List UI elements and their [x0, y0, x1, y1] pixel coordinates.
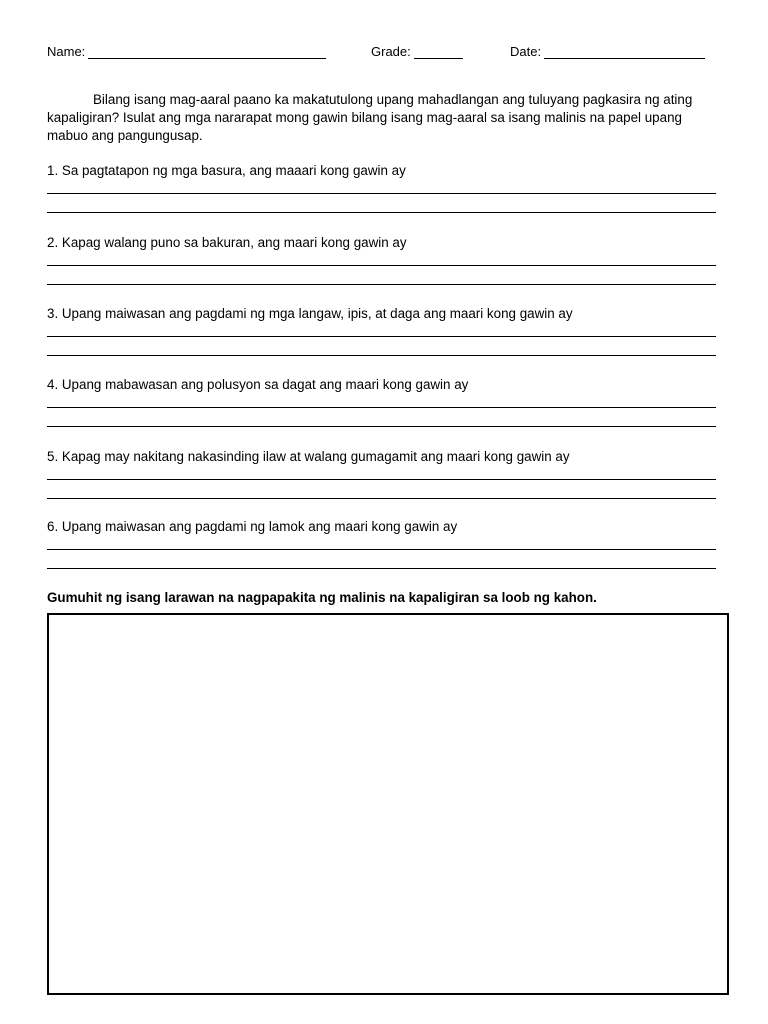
question-item: [47, 449, 717, 465]
answer-line[interactable]: [47, 479, 716, 480]
question-text: 5. Kapag may nakitang nakasinding ilaw at walang gumagamit ang maari kong gawin ay: [47, 449, 570, 464]
date-field: [510, 44, 705, 59]
question-text: 6. Upang maiwasan ang pagdami ng lamok ang maari kong gawin ay: [47, 519, 458, 534]
drawing-instruction: Gumuhit ng isang larawan na nagpapakita ng malinis na kapaligiran sa loob ng kahon.: [47, 590, 597, 605]
grade-field: [371, 44, 463, 59]
question-item: [47, 519, 717, 535]
name-label: Name:: [47, 44, 86, 59]
question-text: 4. Upang mabawasan ang polusyon sa dagat ang maari kong gawin ay: [47, 377, 469, 392]
question-item: [47, 163, 717, 179]
answer-line[interactable]: [47, 212, 716, 213]
question-item: [47, 377, 717, 393]
answer-line[interactable]: [47, 498, 716, 499]
question-text: 1. Sa pagtatapon ng mga basura, ang maaari kong gawin ay: [47, 163, 406, 178]
question-text: 3. Upang maiwasan ang pagdami ng mga langaw, ipis, at daga ang maari kong gawin ay: [47, 306, 573, 321]
instructions-paragraph: Bilang isang mag-aaral paano ka makatutulong upang mahadlangan ang tuluyang pagkasira ng ating kapaligiran? Isulat ang mga nararapat mong gawin bilang isang mag-aaral sa isang malinis na papel upang mabuo ang pangungusap.: [47, 92, 693, 143]
name-field: [47, 44, 326, 59]
answer-line[interactable]: [47, 426, 716, 427]
answer-line[interactable]: [47, 355, 716, 356]
date-blank[interactable]: [544, 45, 705, 59]
answer-line[interactable]: [47, 193, 716, 194]
name-blank[interactable]: [88, 45, 326, 59]
date-label: Date:: [510, 44, 542, 59]
answer-line[interactable]: [47, 336, 716, 337]
drawing-box[interactable]: [47, 613, 729, 995]
answer-line[interactable]: [47, 407, 716, 408]
grade-blank[interactable]: [414, 45, 463, 59]
grade-label: Grade:: [371, 44, 411, 59]
worksheet-header: [47, 44, 727, 62]
answer-line[interactable]: [47, 568, 716, 569]
question-text: 2. Kapag walang puno sa bakuran, ang maari kong gawin ay: [47, 235, 407, 250]
answer-line[interactable]: [47, 265, 716, 266]
question-item: [47, 306, 717, 322]
answer-line[interactable]: [47, 549, 716, 550]
answer-line[interactable]: [47, 284, 716, 285]
question-item: [47, 235, 717, 251]
